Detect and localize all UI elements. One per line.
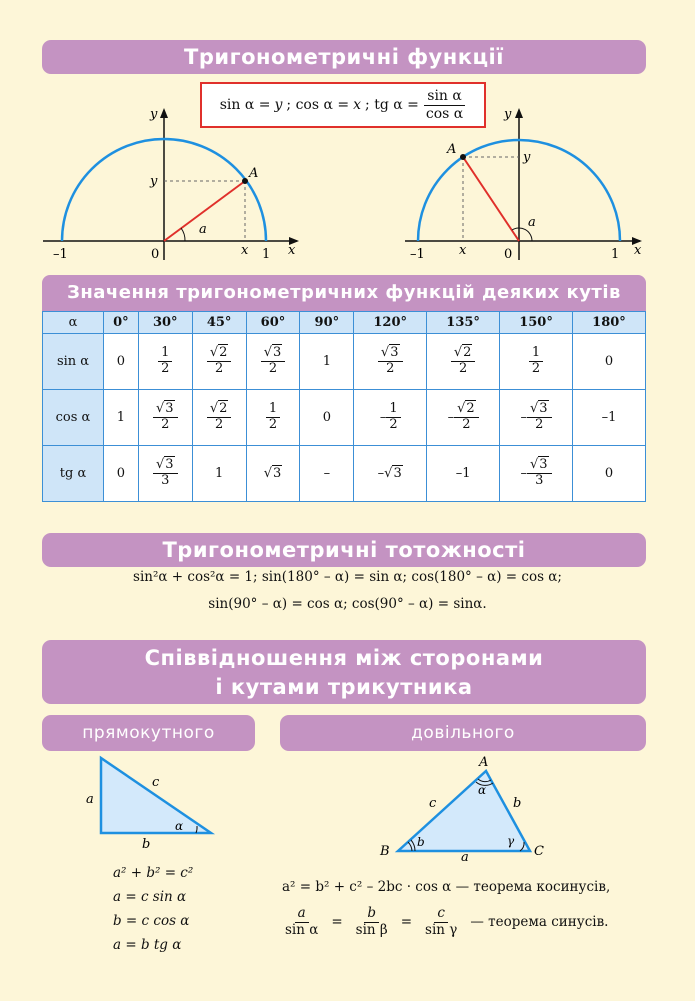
right-triangle-label-alpha: α [175, 819, 184, 833]
section-title-trig-functions: Тригонометричні функції [42, 40, 646, 74]
table-cell [138, 334, 192, 390]
table-cell [572, 446, 645, 502]
right-triangle-shape [101, 758, 211, 833]
cell-numerator [529, 346, 543, 362]
right-triangle-formula: b = c cos α [113, 913, 190, 929]
table-cell [427, 390, 500, 446]
label-point-a: A [447, 142, 457, 157]
cosine-law: a² = b² + c² – 2bc · cos α — теорема косинусів, [282, 879, 611, 895]
cell-value: 0 [322, 410, 331, 425]
table-cell [138, 390, 192, 446]
cell-denominator: 2 [214, 417, 224, 432]
cell-value: 1 [214, 466, 224, 481]
table-cell [192, 334, 246, 390]
cell-fraction [454, 402, 479, 433]
header-angle: 45° [192, 312, 246, 334]
label-y-axis: y [504, 107, 512, 122]
section-title-relations [42, 640, 646, 704]
any-triangle-diagram [375, 752, 555, 867]
sine-law-num-a: a [295, 906, 309, 923]
header-angle: 135° [427, 312, 500, 334]
cell-sign: – [520, 466, 527, 481]
table-cell [500, 446, 573, 502]
any-triangle-label-b: b [513, 796, 522, 811]
table-cell [500, 390, 573, 446]
cell-denominator: 2 [389, 417, 398, 432]
cell-numerator [158, 346, 172, 362]
label-x-axis: x [634, 243, 642, 258]
table-cell: –√3 [354, 446, 427, 502]
cell-fraction [527, 402, 552, 433]
cos-variable: x [353, 97, 362, 113]
label-alpha: a [199, 222, 207, 237]
table-cell [572, 334, 645, 390]
sine-law-fraction-b [353, 906, 391, 938]
cell-value: 0 [604, 354, 614, 369]
cell-numerator: √3 [153, 458, 178, 474]
tg-numerator: sin α [424, 88, 465, 105]
cell-numerator-value: 1 [268, 401, 278, 417]
cell-fraction [153, 458, 178, 489]
header-angle: 150° [500, 312, 573, 334]
sine-law [282, 906, 608, 938]
table-cell [354, 390, 427, 446]
table-cell [104, 334, 139, 390]
cell-denominator: 2 [458, 361, 468, 376]
cell-fraction [451, 346, 476, 377]
cell-fraction [266, 402, 280, 433]
cell-sign: – [377, 466, 385, 481]
point-a [242, 178, 248, 184]
sine-law-den-b: sin β [355, 921, 388, 938]
subtitle-any-triangle: довільного [280, 715, 646, 751]
row-label: sin α [43, 334, 104, 390]
cell-numerator-value: 1 [531, 345, 541, 361]
cell-numerator-root: 2 [219, 401, 228, 417]
cell-root: 3 [393, 466, 402, 481]
cell-numerator: √2 [207, 402, 232, 418]
any-triangle-label-C: C [534, 844, 544, 859]
cell-sign: – [447, 410, 455, 425]
cell-denominator: 2 [535, 417, 544, 432]
cell-root: 3 [272, 466, 282, 481]
table-row-cos [43, 390, 646, 446]
section-title-values-table: Значення тригонометричних функцій деяких кутів [42, 275, 646, 311]
cell-numerator: √2 [454, 402, 479, 418]
cell-value: 1 [116, 410, 126, 425]
cell-value: – [323, 466, 331, 481]
header-alpha: α [43, 312, 104, 334]
unit-circle-obtuse [400, 100, 650, 270]
label-y-value: y [150, 174, 158, 189]
table-header-row [43, 312, 646, 334]
cell-value: 0 [604, 466, 614, 481]
table-cell: √3 [246, 446, 300, 502]
cell-numerator: √3 [261, 346, 286, 362]
sine-law-eq-1: = [331, 914, 343, 931]
cos-definition: ; cos α = [286, 97, 350, 113]
cell-value: –1 [601, 410, 617, 425]
sine-law-num-c: c [434, 906, 448, 923]
row-label: cos α [43, 390, 104, 446]
header-angle: 90° [300, 312, 354, 334]
cell-numerator: √2 [207, 346, 232, 362]
right-triangle-label-b: b [142, 837, 151, 852]
right-triangle-formula: a = b tg α [113, 937, 182, 953]
cell-sign: – [520, 410, 527, 425]
cell-numerator-root: 2 [466, 401, 475, 417]
table-cell [572, 390, 645, 446]
table-row-tg [43, 446, 646, 502]
sin-variable: y [274, 97, 283, 113]
label-one: 1 [262, 247, 271, 262]
cell-value: 1 [322, 354, 331, 369]
trig-values-table [42, 311, 646, 502]
cell-numerator: √3 [527, 458, 552, 474]
header-angle: 0° [104, 312, 139, 334]
table-cell [300, 334, 354, 390]
right-triangle-formula: a = c sin α [113, 889, 187, 905]
label-x-value: x [459, 243, 467, 258]
label-x-value: x [241, 243, 249, 258]
label-zero: 0 [504, 247, 513, 262]
header-angle: 120° [354, 312, 427, 334]
angle-arc [181, 228, 185, 241]
cell-denominator: 2 [161, 361, 170, 376]
right-triangle-label-c: c [152, 775, 160, 790]
table-cell [427, 334, 500, 390]
identities-line-1: sin²α + cos²α = 1; sin(180° – α) = sin α; cos(180° – α) = cos α; [133, 569, 562, 585]
cell-fraction [261, 346, 286, 377]
table-cell [246, 334, 300, 390]
label-x-axis: x [288, 243, 296, 258]
table-cell [300, 390, 354, 446]
table-cell [138, 446, 192, 502]
cell-denominator: 3 [161, 473, 170, 488]
table-row-sin [43, 334, 646, 390]
cell-value: 0 [116, 466, 126, 481]
row-label: tg α [43, 446, 104, 502]
cell-denominator: 2 [386, 361, 395, 376]
any-triangle-label-c: c [429, 796, 437, 811]
cell-numerator-root: 3 [539, 457, 548, 473]
sine-law-den-c: sin γ [425, 921, 458, 938]
table-cell [246, 390, 300, 446]
sine-law-den-a: sin α [285, 921, 319, 938]
sine-law-eq-2: = [400, 914, 413, 931]
cell-numerator-root: 3 [165, 457, 174, 473]
table-cell [192, 390, 246, 446]
subtitle-right-triangle: прямокутного [42, 715, 255, 751]
label-minus-one: –1 [53, 247, 68, 262]
any-triangle-label-A: A [479, 755, 489, 770]
right-triangle-label-a: a [86, 792, 94, 807]
table-cell [192, 446, 246, 502]
cell-fraction [527, 458, 552, 489]
cell-denominator: 2 [268, 361, 278, 376]
tg-definition: ; tg α = [365, 97, 419, 113]
cell-numerator: √3 [527, 402, 552, 418]
sine-law-caption: — теорема синусів. [470, 914, 609, 931]
header-angle: 60° [246, 312, 300, 334]
right-triangle-formula: a² + b² = c² [113, 865, 194, 881]
any-triangle-label-a: a [461, 850, 469, 865]
cell-fraction [386, 402, 400, 433]
cell-sign: – [379, 410, 387, 425]
cell-fraction [158, 346, 172, 377]
table-cell [354, 334, 427, 390]
point-a [460, 154, 466, 160]
cell-numerator-root: 3 [390, 345, 399, 361]
right-triangle-diagram [70, 752, 230, 852]
cell-numerator-root: 3 [272, 345, 282, 361]
header-angle: 180° [572, 312, 645, 334]
sin-definition: sin α = [219, 97, 271, 113]
table-cell [300, 446, 354, 502]
cell-numerator [386, 402, 400, 418]
sine-law-num-b: b [364, 906, 379, 923]
label-alpha: a [528, 215, 536, 230]
unit-circle-acute [35, 100, 305, 270]
tg-denominator: cos α [425, 105, 464, 122]
cell-denominator: 2 [214, 361, 224, 376]
label-point-a: A [249, 166, 259, 181]
cell-numerator-root: 3 [539, 401, 548, 417]
cell-numerator-value: 1 [389, 401, 398, 417]
label-zero: 0 [151, 247, 160, 262]
cell-numerator: √2 [451, 346, 476, 362]
cell-denominator: 2 [462, 417, 471, 432]
cell-fraction [207, 346, 232, 377]
label-y-axis: y [150, 107, 158, 122]
sine-law-fraction-a [282, 906, 321, 938]
cell-numerator [266, 402, 280, 418]
cell-denominator: 3 [535, 473, 544, 488]
cell-numerator: √3 [153, 402, 178, 418]
section-title-identities: Тригонометричні тотожності [42, 533, 646, 567]
table-cell [104, 446, 139, 502]
table-cell [500, 334, 573, 390]
table-cell [104, 390, 139, 446]
relations-title-line-2: і кутами трикутника [215, 675, 473, 699]
any-triangle-label-B: B [380, 844, 390, 859]
any-triangle-label-beta: b [417, 835, 425, 849]
cell-fraction [153, 402, 178, 433]
cell-value: 0 [116, 354, 126, 369]
label-y-value: y [523, 150, 531, 165]
any-triangle-label-gamma: γ [507, 834, 515, 848]
radius-line [463, 157, 519, 241]
cell-denominator: 2 [268, 417, 278, 432]
cell-value: –1 [455, 466, 471, 481]
cell-fraction [529, 346, 543, 377]
cell-numerator-root: 2 [463, 345, 472, 361]
sine-law-fraction-c [422, 906, 460, 938]
cell-numerator-root: 2 [219, 345, 228, 361]
cell-fraction [207, 402, 232, 433]
cell-numerator-value: 1 [161, 345, 170, 361]
label-one: 1 [611, 247, 620, 262]
header-angle: 30° [138, 312, 192, 334]
relations-title-line-1: Співвідношення між сторонами [144, 646, 544, 670]
cell-numerator: √3 [378, 346, 403, 362]
cell-denominator: 2 [531, 361, 541, 376]
cell-denominator: 2 [161, 417, 170, 432]
table-cell [427, 446, 500, 502]
label-minus-one: –1 [410, 247, 425, 262]
identities-line-2: sin(90° – α) = cos α; cos(90° – α) = sinα. [208, 596, 487, 612]
any-triangle-label-alpha: α [478, 783, 487, 797]
cell-numerator-root: 3 [165, 401, 174, 417]
cell-fraction [378, 346, 403, 377]
